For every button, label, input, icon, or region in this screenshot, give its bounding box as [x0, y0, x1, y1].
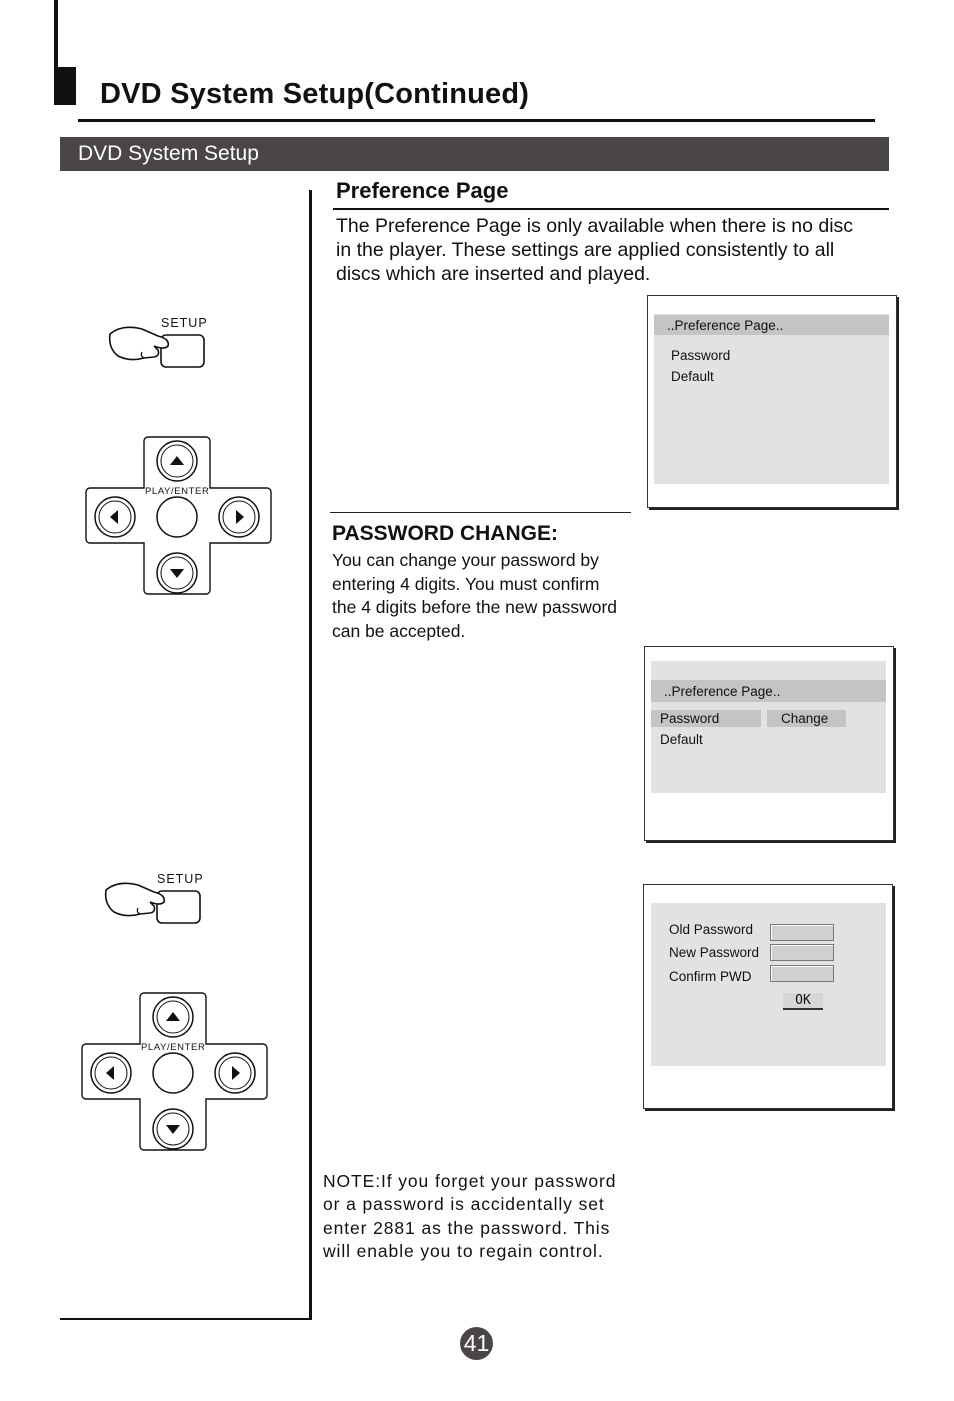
forgot-password-note [323, 1170, 616, 1263]
menu-title-bar-2 [651, 680, 886, 702]
password-line: entering 4 digits. You must confirm [332, 573, 600, 594]
column-bottom-rule [60, 1318, 311, 1320]
password-line: the 4 digits before the new password [332, 597, 618, 617]
password-panel [651, 903, 886, 1066]
title-underline [78, 119, 875, 122]
note-line: will enable you to regain control. [323, 1240, 604, 1261]
password-menu-screen [644, 646, 894, 841]
old-password-field [770, 924, 834, 941]
password-line: You can change your password by [332, 550, 599, 570]
password-change-heading: PASSWORD CHANGE: [332, 522, 558, 545]
preference-underline [333, 208, 889, 210]
preference-line: in the player. These settings are applied consistently to all [336, 239, 835, 261]
menu-item-password: Password [660, 711, 720, 726]
confirm-pwd-field [770, 965, 834, 982]
change-option: Change [781, 711, 829, 726]
menu-item-password: Password [671, 348, 731, 363]
menu-panel-2 [651, 661, 886, 793]
page-number: 41 [460, 1327, 493, 1360]
preference-description [336, 214, 896, 286]
old-password-label: Old Password [669, 922, 754, 937]
menu-item-default: Default [671, 369, 714, 384]
play-enter-label: PLAY/ENTER [145, 486, 210, 497]
play-enter-label-2: PLAY/ENTER [141, 1042, 206, 1053]
password-change-description [332, 549, 617, 643]
section-header [60, 137, 889, 171]
new-password-label: New Password [669, 945, 760, 960]
dpad-icon-2 [80, 990, 270, 1156]
new-password-field [770, 944, 834, 961]
header-corner-block [54, 67, 76, 105]
note-line: or a password is accidentally set [323, 1194, 605, 1215]
confirm-pwd-label: Confirm PWD [669, 969, 752, 984]
dpad-icon [84, 434, 274, 600]
menu-title-2: ..Preference Page.. [664, 684, 781, 699]
setup-button-hand-icon-2 [96, 868, 211, 930]
menu-title-bar [654, 315, 889, 335]
preference-line: discs which are inserted and played. [336, 263, 651, 285]
menu-panel [654, 314, 889, 484]
section-label: DVD System Setup [78, 142, 259, 165]
preference-line: The Preference Page is only available when there is no disc [336, 215, 854, 237]
setup-label-2: SETUP [157, 872, 204, 886]
password-line: can be accepted. [332, 620, 466, 641]
preference-heading: Preference Page [336, 178, 509, 203]
section-divider [330, 512, 631, 513]
preference-menu-screen [647, 295, 897, 508]
menu-item-default: Default [660, 732, 703, 747]
column-divider [309, 190, 312, 1320]
note-line: NOTE:If you forget your password [323, 1171, 617, 1191]
setup-label: SETUP [161, 316, 208, 330]
page-title: DVD System Setup(Continued) [100, 78, 530, 110]
password-entry-screen [643, 884, 893, 1109]
note-line: enter 2881 as the password. This [323, 1217, 611, 1238]
menu-title: ..Preference Page.. [667, 318, 784, 333]
setup-button-hand-icon [100, 312, 215, 374]
ok-button: OK [783, 993, 823, 1010]
